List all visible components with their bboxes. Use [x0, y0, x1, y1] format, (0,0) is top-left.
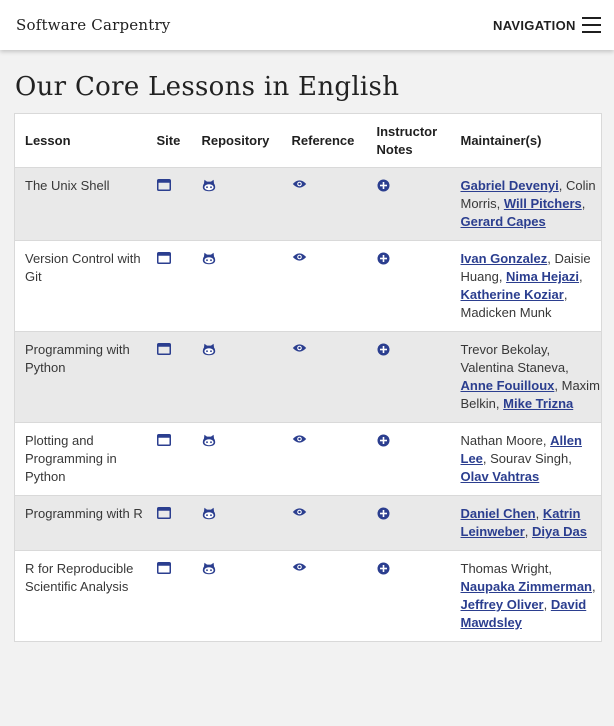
- browser-window-icon[interactable]: [157, 562, 171, 576]
- maintainer-link[interactable]: Jeffrey Oliver: [460, 597, 544, 612]
- table-row: [15, 551, 602, 642]
- maintainer-link[interactable]: Allen Lee: [460, 433, 582, 466]
- notes-cell: [367, 496, 451, 551]
- reference-cell: [282, 241, 367, 332]
- maintainers-cell: Thomas Wright, Naupaka Zimmerman, Jeffrey Oliver, David Mawdsley: [451, 551, 602, 642]
- reference-cell: [282, 551, 367, 642]
- column-header-instructor-notes: Instructor Notes: [367, 114, 451, 168]
- lesson-name: R for Reproducible Scientific Analysis: [15, 551, 147, 642]
- eye-icon[interactable]: [292, 252, 306, 266]
- table-header-row: [15, 114, 602, 168]
- column-header-site: Site: [147, 114, 192, 168]
- notes-cell: [367, 551, 451, 642]
- maintainer-link[interactable]: Anne Fouilloux: [460, 378, 555, 393]
- plus-circle-icon[interactable]: [377, 562, 391, 576]
- reference-cell: [282, 496, 367, 551]
- browser-window-icon[interactable]: [157, 343, 171, 357]
- core-lessons-table: [14, 113, 602, 642]
- maintainer-link[interactable]: Katrin Leinweber: [460, 506, 581, 539]
- notes-cell: [367, 423, 451, 496]
- maintainer-link[interactable]: Katherine Koziar: [460, 287, 564, 302]
- maintainer-name: Maxim Belkin: [460, 378, 600, 411]
- maintainer-link[interactable]: Nima Hejazi: [506, 269, 580, 284]
- page-title: Our Core Lessons in English: [15, 72, 400, 102]
- reference-cell: [282, 423, 367, 496]
- repository-cell: [192, 496, 282, 551]
- maintainer-name: Madicken Munk: [460, 305, 552, 320]
- lesson-name: The Unix Shell: [15, 168, 147, 241]
- plus-circle-icon[interactable]: [377, 434, 391, 448]
- maintainer-link[interactable]: Naupaka Zimmerman: [460, 579, 592, 594]
- site-cell: [147, 332, 192, 423]
- maintainer-name: Colin Morris: [460, 178, 596, 211]
- reference-cell: [282, 168, 367, 241]
- maintainer-link[interactable]: David Mawdsley: [460, 597, 587, 630]
- notes-cell: [367, 241, 451, 332]
- eye-icon[interactable]: [292, 562, 306, 576]
- plus-circle-icon[interactable]: [377, 252, 391, 266]
- lesson-name: Programming with Python: [15, 332, 147, 423]
- maintainers-cell: Nathan Moore, Allen Lee, Sourav Singh, Olav Vahtras: [451, 423, 602, 496]
- browser-window-icon[interactable]: [157, 252, 171, 266]
- maintainer-link[interactable]: Daniel Chen: [460, 506, 536, 521]
- github-icon[interactable]: [202, 507, 216, 521]
- lesson-name: Programming with R: [15, 496, 147, 551]
- maintainer-name: Trevor Bekolay: [460, 342, 547, 357]
- column-header-lesson: Lesson: [15, 114, 147, 168]
- maintainer-name: Daisie Huang: [460, 251, 591, 284]
- github-icon[interactable]: [202, 343, 216, 357]
- site-cell: [147, 168, 192, 241]
- column-header-reference: Reference: [282, 114, 367, 168]
- repository-cell: [192, 423, 282, 496]
- maintainers-cell: Daniel Chen, Katrin Leinweber, Diya Das: [451, 496, 602, 551]
- maintainer-link[interactable]: Gerard Capes: [460, 214, 546, 229]
- notes-cell: [367, 332, 451, 423]
- notes-cell: [367, 168, 451, 241]
- lesson-name: Version Control with Git: [15, 241, 147, 332]
- site-cell: [147, 423, 192, 496]
- column-header-repository: Repository: [192, 114, 282, 168]
- maintainer-name: Sourav Singh: [490, 451, 569, 466]
- maintainers-cell: Ivan Gonzalez, Daisie Huang, Nima Hejazi, Katherine Koziar, Madicken Munk: [451, 241, 602, 332]
- maintainer-name: Valentina Staneva: [460, 360, 566, 375]
- column-header-maintainers: Maintainer(s): [451, 114, 602, 168]
- plus-circle-icon[interactable]: [377, 343, 391, 357]
- reference-cell: [282, 332, 367, 423]
- maintainer-link[interactable]: Will Pitchers: [503, 196, 582, 211]
- github-icon[interactable]: [202, 252, 216, 266]
- table-row: [15, 241, 602, 332]
- maintainer-link[interactable]: Diya Das: [532, 524, 587, 539]
- browser-window-icon[interactable]: [157, 179, 171, 193]
- site-cell: [147, 496, 192, 551]
- table-row: [15, 332, 602, 423]
- maintainers-cell: Gabriel Devenyi, Colin Morris, Will Pitchers, Gerard Capes: [451, 168, 602, 241]
- browser-window-icon[interactable]: [157, 507, 171, 521]
- github-icon[interactable]: [202, 179, 216, 193]
- maintainer-name: Nathan Moore: [460, 433, 543, 448]
- site-cell: [147, 241, 192, 332]
- plus-circle-icon[interactable]: [377, 179, 391, 193]
- github-icon[interactable]: [202, 562, 216, 576]
- maintainer-link[interactable]: Gabriel Devenyi: [460, 178, 559, 193]
- repository-cell: [192, 241, 282, 332]
- eye-icon[interactable]: [292, 343, 306, 357]
- maintainer-name: Thomas Wright: [460, 561, 549, 576]
- hamburger-menu-icon[interactable]: [582, 17, 601, 33]
- maintainer-link[interactable]: Mike Trizna: [503, 396, 574, 411]
- repository-cell: [192, 332, 282, 423]
- repository-cell: [192, 168, 282, 241]
- eye-icon[interactable]: [292, 179, 306, 193]
- table-row: [15, 168, 602, 241]
- browser-window-icon[interactable]: [157, 434, 171, 448]
- github-icon[interactable]: [202, 434, 216, 448]
- site-cell: [147, 551, 192, 642]
- lesson-name: Plotting and Programming in Python: [15, 423, 147, 496]
- brand-logo-text[interactable]: Software Carpentry: [16, 16, 171, 34]
- navigation-toggle-label[interactable]: NAVIGATION: [493, 18, 576, 33]
- eye-icon[interactable]: [292, 434, 306, 448]
- table-row: [15, 423, 602, 496]
- plus-circle-icon[interactable]: [377, 507, 391, 521]
- top-navbar: [0, 0, 614, 50]
- maintainer-link[interactable]: Ivan Gonzalez: [460, 251, 548, 266]
- table-row: [15, 496, 602, 551]
- repository-cell: [192, 551, 282, 642]
- maintainers-cell: Trevor Bekolay, Valentina Staneva, Anne Fouilloux, Maxim Belkin, Mike Trizna: [451, 332, 602, 423]
- maintainer-link[interactable]: Olav Vahtras: [460, 469, 540, 484]
- eye-icon[interactable]: [292, 507, 306, 521]
